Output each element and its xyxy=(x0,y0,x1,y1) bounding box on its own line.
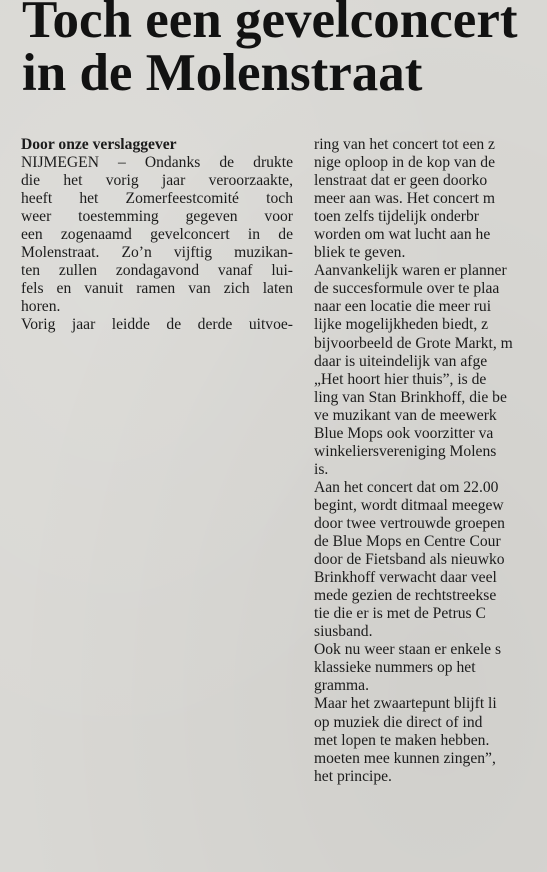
right-column-body xyxy=(314,136,547,786)
right-text-line: Maar het zwaartepunt blijft li xyxy=(314,695,497,713)
headline-line-1: Toch een gevelconcert xyxy=(22,0,518,49)
right-text-line: ring van het concert tot een z xyxy=(314,136,495,153)
right-text-line: winkeliersvereniging Molens xyxy=(314,442,497,460)
right-text-line: Blue Mops ook voorzitter va xyxy=(314,424,494,442)
left-text-line: die het vorig jaar veroorzaakte, xyxy=(21,172,293,190)
right-text-line: „Het hoort hier thuis”, is de xyxy=(314,370,487,388)
right-text-line: Ook nu weer staan er enkele s xyxy=(314,641,502,659)
right-text-line: Aanvankelijk waren er planner xyxy=(314,262,507,280)
byline: Door onze verslaggever xyxy=(21,136,177,153)
right-text-line: klassieke nummers op het xyxy=(314,659,476,677)
right-text-line: lijke mogelijkheden biedt, z xyxy=(314,316,489,334)
left-text-line: horen. xyxy=(21,298,61,316)
right-text-line: naar een locatie die meer rui xyxy=(314,298,492,316)
right-text-line: meer aan was. Het concert m xyxy=(314,190,495,208)
right-text-line: de Blue Mops en Centre Cour xyxy=(314,533,501,551)
right-text-line: ve muzikant van de meewerk xyxy=(314,406,497,424)
right-text-line: met lopen te maken hebben. xyxy=(314,731,490,749)
headline xyxy=(22,0,518,100)
left-text-line: Vorig jaar leidde de derde uitvoe- xyxy=(21,316,293,334)
right-text-line: mede gezien de rechtstreekse xyxy=(314,587,497,605)
right-text-line: het principe. xyxy=(314,767,392,785)
right-text-line: tie die er is met de Petrus C xyxy=(314,605,486,623)
left-column xyxy=(21,136,293,335)
left-text-line: een zogenaamd gevelconcert in de xyxy=(21,226,293,244)
headline-line-2: in de Molenstraat xyxy=(22,44,423,102)
right-text-line: begint, wordt ditmaal meegew xyxy=(314,496,504,514)
right-text-line: Brinkhoff verwacht daar veel xyxy=(314,569,497,587)
right-text-line: nige oploop in de kop van de xyxy=(314,154,496,172)
right-text-line: op muziek die direct of ind xyxy=(314,713,483,731)
right-text-line: bijvoorbeeld de Grote Markt, m xyxy=(314,334,513,352)
right-text-line: siusband. xyxy=(314,623,373,641)
right-text-line: moeten mee kunnen zingen”, xyxy=(314,749,496,767)
right-text-line: toen zelfs tijdelijk onderbr xyxy=(314,208,479,226)
left-text-line: fels en vanuit ramen van zich laten xyxy=(21,280,293,298)
left-column-body xyxy=(21,154,293,334)
right-text-line: lenstraat dat er geen doorko xyxy=(314,172,488,190)
right-text-line: is. xyxy=(314,460,329,478)
right-text-line: worden om wat lucht aan he xyxy=(314,226,491,244)
left-text-line: weer toestemming gegeven voor xyxy=(21,208,293,226)
right-text-line: bliek te geven. xyxy=(314,244,406,262)
left-text-line: ten zullen zondagavond vanaf lui- xyxy=(21,262,293,280)
left-text-line: NIJMEGEN – Ondanks de drukte xyxy=(21,154,293,172)
right-text-line: door twee vertrouwde groepen xyxy=(314,514,505,532)
left-text-line: Molenstraat. Zo’n vijftig muzikan- xyxy=(21,244,293,262)
right-column xyxy=(314,136,547,786)
right-text-line: de succesformule over te plaa xyxy=(314,280,500,298)
right-text-line: gramma. xyxy=(314,677,369,695)
right-text-line: daar is uiteindelijk van afge xyxy=(314,352,488,370)
right-text-line: ling van Stan Brinkhoff, die be xyxy=(314,388,507,406)
left-text-line: heeft het Zomerfeestcomité toch xyxy=(21,190,293,208)
right-text-line: Aan het concert dat om 22.00 xyxy=(314,478,499,496)
right-text-line: door de Fietsband als nieuwko xyxy=(314,551,505,569)
